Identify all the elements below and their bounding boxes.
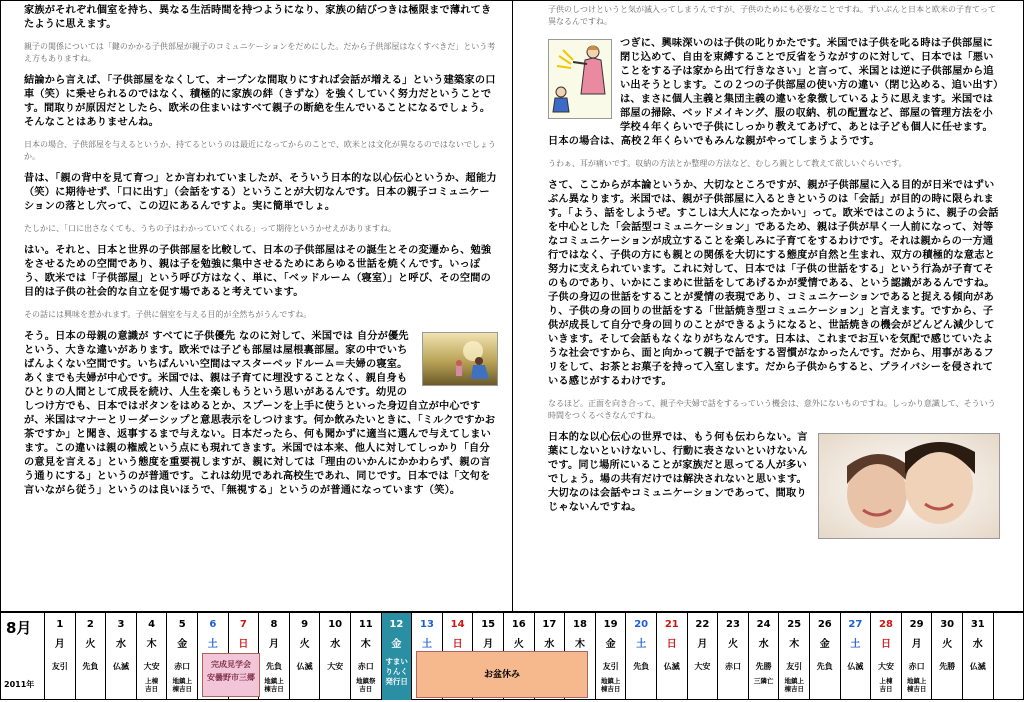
rokuyo-label: 先負: [265, 662, 282, 671]
calendar-day: [657, 613, 688, 700]
weekday-label: 火: [727, 639, 738, 650]
paragraph-text: なるほど。正面を向き合って、親子や夫婦で話をするっていう機会は、意外にないものですね。しっかり意識して、そういう時間をつくるべきなんですね。: [548, 399, 996, 420]
rokuyo-label: 先勝: [939, 662, 956, 671]
day-number: 16: [511, 619, 526, 630]
day-number: 13: [420, 619, 434, 630]
rokuyo-label: 先負: [816, 662, 833, 671]
rokuyo-label: 先負: [633, 662, 650, 671]
weekday-label: 日: [238, 639, 249, 650]
day-number: 20: [634, 619, 649, 630]
calendar-month-cell: [0, 613, 45, 700]
day-number: 10: [328, 619, 343, 630]
day-number: 4: [148, 619, 156, 630]
weekday-label: 火: [85, 639, 96, 650]
rokuyo-label: 大安: [877, 662, 894, 671]
calendar-day: [779, 613, 810, 700]
day-number: 8: [270, 619, 278, 630]
day-number: 25: [787, 619, 802, 630]
paragraph-text: うわぁ、耳が痛いです。収納の方法とか整理の方法など、むしろ親として教えて欲しいぐらいです。: [548, 159, 907, 168]
day-number: 24: [756, 619, 771, 630]
rokuyo-label: 赤口: [357, 662, 374, 671]
day-number: 6: [209, 619, 217, 630]
weekday-label: 木: [574, 639, 585, 650]
rokuyo-label: 先勝: [755, 662, 772, 671]
paragraph-text: 日本的な以心伝心の世界では、もう何も伝わらない。言葉にしないといけないし、行動に表さないといけないんです。同じ場所にいることが家族だと思ってる人が多いでしょう。場の共有だけでは解決されないと思います。大切なのは会話やコミュニケーションであって、間取りじゃないんですね。: [548, 432, 808, 513]
rokuyo-label: 仏滅: [296, 662, 313, 671]
day-number: 12: [389, 619, 404, 630]
calendar-day: [137, 613, 168, 700]
calendar-day: [259, 613, 290, 700]
paragraph-text: 子供のしつけというと気が滅入ってしまうんですが、子供のためにも必要なことですね。ずいぶんと日本と欧米の子育てって異なるんですね。: [548, 5, 996, 26]
interviewer-note: [24, 223, 498, 235]
paragraph-text: その話には興味を惹かれます。子供に個室を与える目的が全然ちがうんですね。: [24, 310, 312, 319]
calendar-day: [76, 613, 107, 700]
auspicious-note: 三隣亡: [753, 677, 774, 685]
calendar-month: 8月: [6, 619, 32, 637]
day-number: 2: [86, 619, 94, 630]
right-column: [548, 4, 1000, 604]
body-paragraph: [24, 330, 498, 498]
interviewer-note: [24, 139, 498, 163]
calendar-day: [626, 613, 657, 700]
park-photo: [422, 332, 498, 386]
weekday-label: 月: [911, 639, 922, 650]
paragraph-text: 昔は、「親の背中を見て育つ」とか言われていましたが、そういう日本的な以心伝心というか、超能力（笑）に期待せず、「口に出す」（会話をする）ということが大切なんです。日本の親子コミュニケーションの落とし穴って、この辺にあるんですよ。実に簡単でしょ。: [24, 173, 497, 212]
body-paragraph: [24, 74, 498, 130]
column-divider: [512, 0, 513, 611]
interviewer-note: [548, 4, 1000, 28]
weekday-label: 火: [513, 639, 524, 650]
calendar-day: [45, 613, 76, 700]
body-paragraph: [24, 244, 498, 300]
weekday-label: 月: [268, 639, 279, 650]
calendar-day: [596, 613, 627, 700]
calendar-day: [320, 613, 351, 700]
weekday-label: 金: [391, 639, 402, 650]
calendar-day: [963, 613, 994, 700]
paragraph-text: さて、ここからが本論というか、大切なところですが、親が子供部屋に入る目的が日米ではずいぶん異なります。米国では、親が子供部屋に入るときというのは「会話」が目的の時に限られます。「よう、話をしようぜ。すこしは大人になったかい」って。欧米ではこのように、親子の会話を中心とした「会話型コミュニケーション」であるため、親は子供が早く一人前になって、対等なコミュニケーションが成立することを楽しみに子育てをするわけです。それは親からの一方通行ではなく、子供の方にも親との関係を大切にする態度が自然と生まれ、双方の積極的な意志と努力に支えられています。これに対して、日本では「子供の世話をする」という行為が子育てそのものであり、いかにこまめに世話をしてあげるかが愛情である、という認識があるんですね。子供の身辺の世話をすることが愛情の表現であり、コミュニケーションであると捉える傾向があり、子供の身の回りの世話をする「世話焼き型コミュニケーション」と言えます。ですから、子供が成長して自分で身の回りのことができるようになると、世話焼きの機会がどんどん減少していきます。そして会話もなくなりがちなんです。日本は、これまでお互いを気配で感じていたような社会ですから、面と向かって親子で話をする習慣がなかったんです。だから、用事があるフリをして、お茶とお菓子を持って入室します。だから子供からすると、プライバシーを侵されている感じがするわけです。: [548, 180, 999, 387]
paragraph-text: 親子の関係については「鍵のかかる子供部屋が親子のコミュニケーションをだめにした。だから子供部屋はなくすべきだ」という考え方もありますね。: [24, 42, 496, 63]
calendar-day: [932, 613, 963, 700]
day-number: 1: [56, 619, 64, 630]
calendar-year: 2011年: [4, 680, 35, 689]
day-number: 30: [940, 619, 955, 630]
rokuyo-label: 先負: [82, 662, 99, 671]
rokuyo-label: 大安: [327, 662, 344, 671]
rokuyo-label: 赤口: [908, 662, 925, 671]
auspicious-note: 地鎮上 棟吉日: [172, 677, 192, 693]
day-number: 31: [970, 619, 985, 630]
weekday-label: 土: [421, 639, 432, 650]
body-paragraph: [24, 4, 498, 32]
auspicious-note: 地鎮上 棟吉日: [600, 677, 621, 693]
weekday-label: 金: [177, 639, 188, 650]
issue-date-note: すまい りんく 発行日: [385, 657, 408, 686]
calendar-day: [167, 613, 198, 700]
rokuyo-label: 仏滅: [663, 662, 680, 671]
weekday-label: 日: [452, 639, 463, 650]
paragraph-text: たしかに、「口に出さなくても、うちの子はわかっていてくれる」って期待というかせえがありますね。: [24, 224, 396, 233]
day-number: 11: [358, 619, 373, 630]
weekday-label: 木: [146, 639, 157, 650]
weekday-label: 水: [972, 639, 983, 650]
day-number: 15: [481, 619, 496, 630]
day-number: 3: [117, 619, 125, 630]
weekday-label: 月: [54, 639, 65, 650]
weekday-label: 月: [697, 639, 708, 650]
calendar-day: [902, 613, 933, 700]
paragraph-text: はい。それと、日本と世界の子供部屋を比較して、日本の子供部屋はその誕生とその変遷から、勉強をさせるための空間であり、親は子を勉強に集中させるためにあらゆる世話を焼くんです。いっぽう、欧米では「子供部屋」という呼び方はなく、単に、「ベッドルーム（寝室）」と呼び、その空間の目的は子供の社会的な自立を促す場であると考えています。: [24, 245, 492, 298]
paragraph-text: 結論から言えば、「子供部屋をなくして、オープンな間取りにすれば会話が増える」という建築家の口車（笑）に乗せられるのではなく、積極的に家族の絆（きずな）を強くしていく努力だということです。間取りが原因だとしたら、欧米の住まいはすべて親子の断絶を生んでいることになるでしょう。そんなことはありませんね。: [24, 75, 496, 128]
day-number: 5: [178, 619, 186, 630]
auspicious-note: 地鎮祭 吉日: [356, 677, 376, 693]
day-number: 28: [879, 619, 893, 630]
calendar-day: [351, 613, 382, 700]
rokuyo-label: 友引: [602, 662, 619, 671]
day-number: 29: [909, 619, 924, 630]
rokuyo-label: 大安: [143, 662, 160, 671]
weekday-label: 月: [483, 639, 494, 650]
day-number: 19: [603, 619, 618, 630]
interviewer-note: [548, 398, 1000, 422]
weekday-label: 木: [360, 639, 371, 650]
rokuyo-label: 友引: [786, 662, 803, 671]
calendar-day: [688, 613, 719, 700]
weekday-label: 土: [207, 639, 218, 650]
day-number: 17: [542, 619, 557, 630]
weekday-label: 火: [942, 639, 953, 650]
auspicious-note: 地鎮上 棟吉日: [906, 677, 927, 693]
open-house-event: 完成見学会 安曇野市三郷: [202, 653, 260, 697]
day-number: 22: [695, 619, 710, 630]
paragraph-text: 日本の場合、子供部屋を与えるというか、持てるというのは最近になってからのことで、欧米とは文化が異なるのではないでしょうか。: [24, 140, 496, 161]
auspicious-note: 地鎮上 棟吉日: [784, 677, 804, 693]
paragraph-text: そう。日本の母親の意識が すべてに子供優先 なのに対して、米国では 自分が優先 という、大きな違いがあります。欧米では子ども部屋は屋根裏部屋。家の中でいちばんよくない空間です。いちばんいい空間はマスターベッドルーム＝夫婦の寝室。あくまでも夫婦が中心です。米国では、親は子育てに埋没することなく、親自身もひとりの人間として成長を続け、人生を楽しもうという思いがあるんです。幼児のしつけ方でも、日本ではボタンをはめるとか、スプーンを上手に使うといった身辺自立が中心ですが、米国はマナーとリーダーシップと意思表示をしつけます。何か飲みたいときに、「ミルクですかお茶ですか」と聞き、返事するまで与えない。日本だったら、何も聞かずに適当に選んで与えてしまいます。この違いは親の権威という点にも現れてきます。米国では本来、他人に対してしっかり「自分の意見を言える」という態度を重要視しますが、親に対しては「理由のいかんにかかわらず、親の言う通りにする」というのが普通です。これは幼児であれ高校生であれ、同じです。日本では「文句を言いながら従う」というのは良いほうで、「無視する」というのが普通になっています（笑）。: [24, 331, 496, 496]
weekday-label: 水: [544, 639, 555, 650]
auspicious-note: 上棟 吉日: [879, 677, 893, 693]
paragraph-text: 家族がそれぞれ個室を持ち、異なる生活時間を持つようになり、家族の結びつきは極限まで薄れてきたように思えます。: [24, 5, 492, 30]
rokuyo-label: 赤口: [724, 662, 741, 671]
calendar-day: [810, 613, 841, 700]
day-number: 26: [817, 619, 832, 630]
weekday-label: 水: [330, 639, 341, 650]
rokuyo-label: 大安: [694, 662, 711, 671]
weekday-label: 土: [850, 639, 861, 650]
interviewer-note: [24, 41, 498, 65]
weekday-label: 木: [789, 639, 800, 650]
calendar-day: [106, 613, 137, 700]
interviewer-note: [548, 158, 1000, 170]
body-paragraph: [548, 37, 1000, 149]
day-number: 14: [450, 619, 465, 630]
day-number: 21: [664, 619, 679, 630]
auspicious-note: 地鎮上 棟吉日: [264, 677, 284, 693]
day-number: 27: [848, 619, 863, 630]
day-number: 7: [239, 619, 247, 630]
weekday-label: 土: [636, 639, 647, 650]
day-number: 18: [573, 619, 587, 630]
weekday-label: 金: [605, 639, 616, 650]
scolding-illustration: [548, 39, 612, 119]
calendar-day: [871, 613, 902, 700]
day-number: 9: [301, 619, 309, 630]
weekday-label: 金: [819, 639, 830, 650]
weekday-label: 日: [666, 639, 677, 650]
calendar-day: [841, 613, 872, 700]
left-column: [24, 4, 498, 604]
body-paragraph: [24, 172, 498, 214]
calendar-day: [718, 613, 749, 700]
weekday-label: 水: [758, 639, 769, 650]
auspicious-note: 上棟 吉日: [145, 677, 159, 693]
body-paragraph: [548, 431, 1000, 515]
calendar-strip: [0, 611, 1024, 702]
paragraph-text: つぎに、興味深いのは子供の叱りかたです。米国では子供を叱る時は子供部屋に閉じ込めて、自由を束縛することで反省をうながすのに対して、日本では「悪いことをする子は家から出て行きなさい」と言って、米国とは逆に子供部屋から追い出そうとします。この２つの子供部屋の使い方の違い（閉じ込める、追い出す）は、まさに個人主義と集団主義の違いを象徴しているように思えます。米国では部屋の掃除、ベッドメイキング、服の収納、机の配置など、部屋の管理方法を小学校４年くらいで子供にしっかり教えてあげて、あとは子ども個人に任せます。日本の場合は、高校２年くらいでもみんな親がやってしまうようです。: [548, 38, 999, 147]
weekday-label: 日: [880, 639, 891, 650]
calendar-day: [290, 613, 321, 700]
calendar-day: [749, 613, 780, 700]
interviewer-note: [24, 309, 498, 321]
weekday-label: 火: [299, 639, 310, 650]
rokuyo-label: 仏滅: [969, 662, 986, 671]
day-number: 23: [726, 619, 740, 630]
body-paragraph: [548, 179, 1000, 389]
rokuyo-label: 仏滅: [847, 662, 864, 671]
rokuyo-label: 友引: [51, 662, 68, 671]
weekday-label: 水: [115, 639, 126, 650]
family-photo: [818, 433, 1000, 539]
rokuyo-label: 仏滅: [112, 662, 129, 671]
obon-holiday-event: お盆休み: [416, 651, 588, 698]
rokuyo-label: 赤口: [174, 662, 191, 671]
